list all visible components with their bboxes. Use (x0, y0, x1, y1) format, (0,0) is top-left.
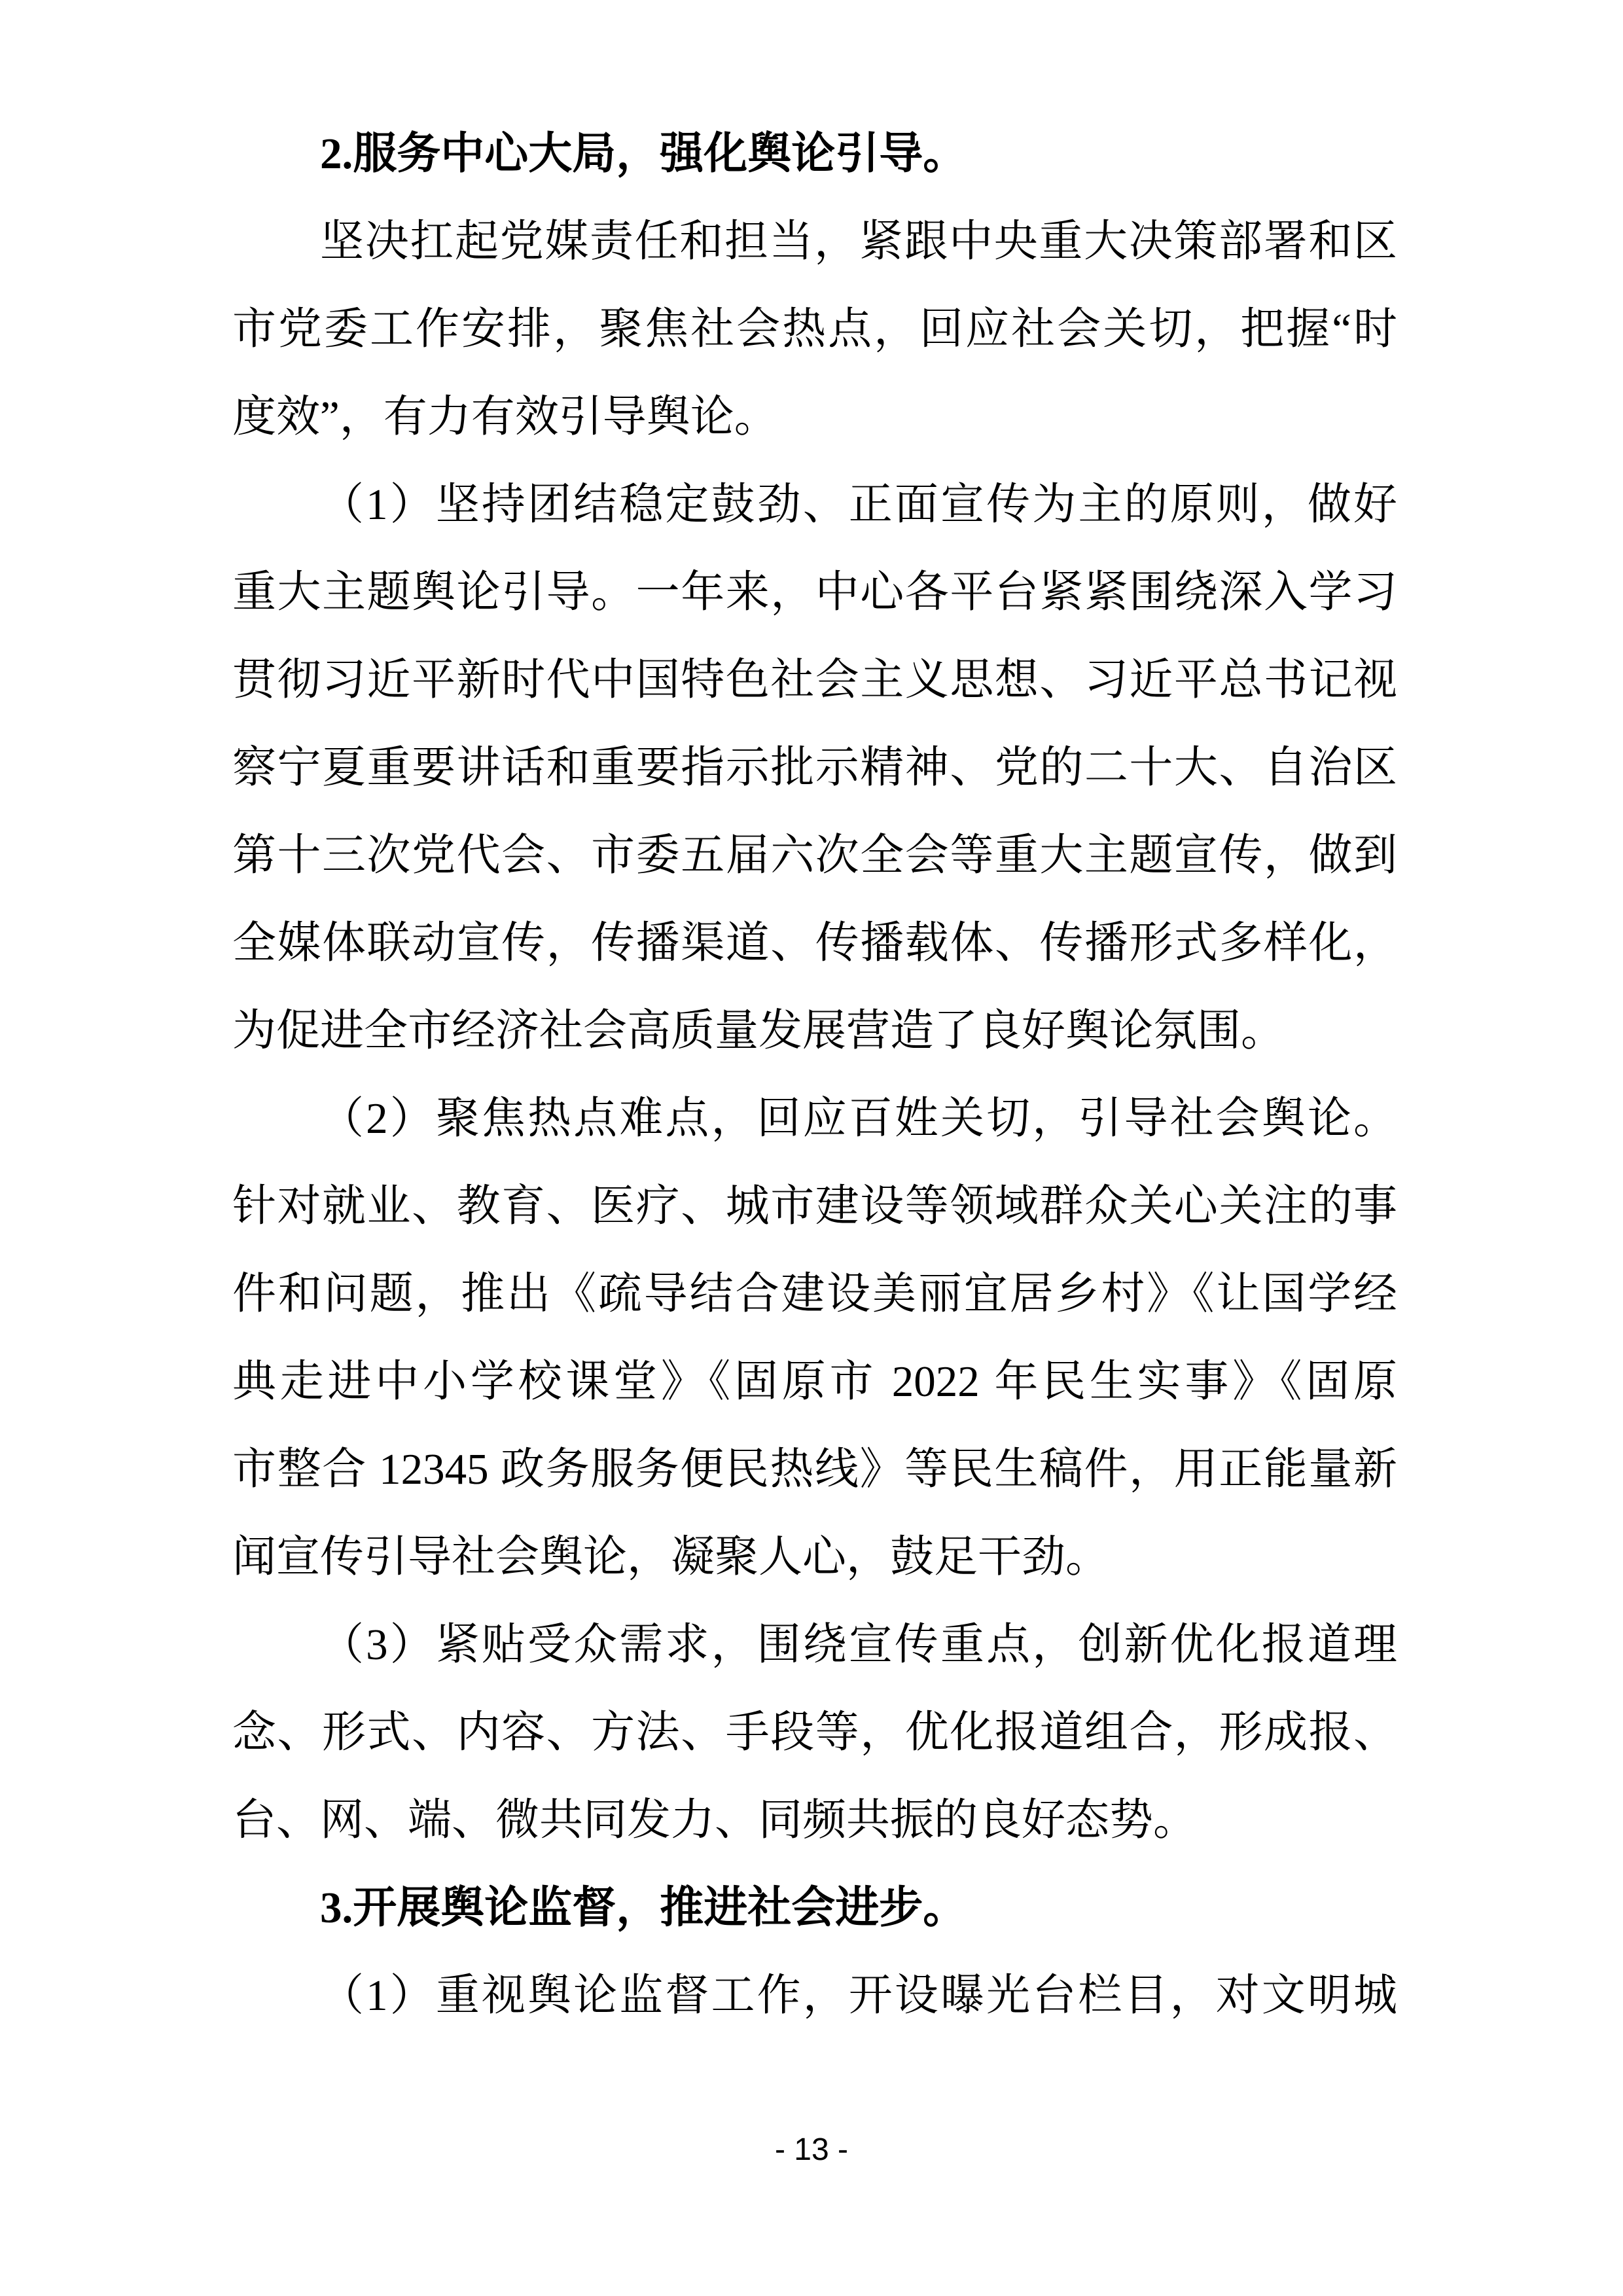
text-line: 市党委工作安排，聚焦社会热点，回应社会关切，把握“时 (232, 305, 1397, 353)
text-line: 坚决扛起党媒责任和担当，紧跟中央重大决策部署和区 (320, 217, 1397, 266)
section-heading: 3.开展舆论监督，推进社会进步。 (320, 1884, 967, 1932)
text-line: （2）聚焦热点难点，回应百姓关切，引导社会舆论。 (320, 1094, 1397, 1143)
text-line: 典走进中小学校课堂》《固原市 2022 年民生实事》《固原 (232, 1357, 1397, 1406)
text-line: 贯彻习近平新时代中国特色社会主义思想、习近平总书记视 (232, 656, 1397, 704)
section-heading: 2.服务中心大局，强化舆论引导。 (320, 130, 967, 178)
text-line: （1）坚持团结稳定鼓劲、正面宣传为主的原则，做好 (320, 480, 1397, 529)
text-line: （1）重视舆论监督工作，开设曝光台栏目，对文明城 (320, 1971, 1397, 2020)
text-line: 察宁夏重要讲话和重要指示批示精神、党的二十大、自治区 (232, 744, 1397, 792)
document-body (232, 110, 1397, 2039)
text-line: 度效”，有力有效引导舆论。 (232, 393, 778, 441)
text-line: 闻宣传引导社会舆论，凝聚人心，鼓足干劲。 (232, 1533, 1109, 1581)
text-line: 市整合 12345 政务服务便民热线》等民生稿件，用正能量新 (232, 1445, 1397, 1494)
text-line: 台、网、端、微共同发力、同频共振的良好态势。 (232, 1796, 1197, 1844)
page-number: - 13 - (774, 2132, 849, 2167)
text-line: 全媒体联动宣传，传播渠道、传播载体、传播形式多样化， (232, 919, 1397, 967)
text-line: 针对就业、教育、医疗、城市建设等领域群众关心关注的事 (232, 1182, 1397, 1230)
text-line: 第十三次党代会、市委五届六次全会等重大主题宣传，做到 (232, 831, 1397, 880)
text-line: （3）紧贴受众需求，围绕宣传重点，创新优化报道理 (320, 1621, 1397, 1669)
text-line: 重大主题舆论引导。一年来，中心各平台紧紧围绕深入学习 (232, 568, 1397, 617)
text-line: 为促进全市经济社会高质量发展营造了良好舆论氛围。 (232, 1007, 1285, 1055)
text-line: 件和问题，推出《疏导结合建设美丽宜居乡村》《让国学经 (232, 1270, 1397, 1318)
text-line: 念、形式、内容、方法、手段等，优化报道组合，形成报、 (232, 1708, 1397, 1757)
